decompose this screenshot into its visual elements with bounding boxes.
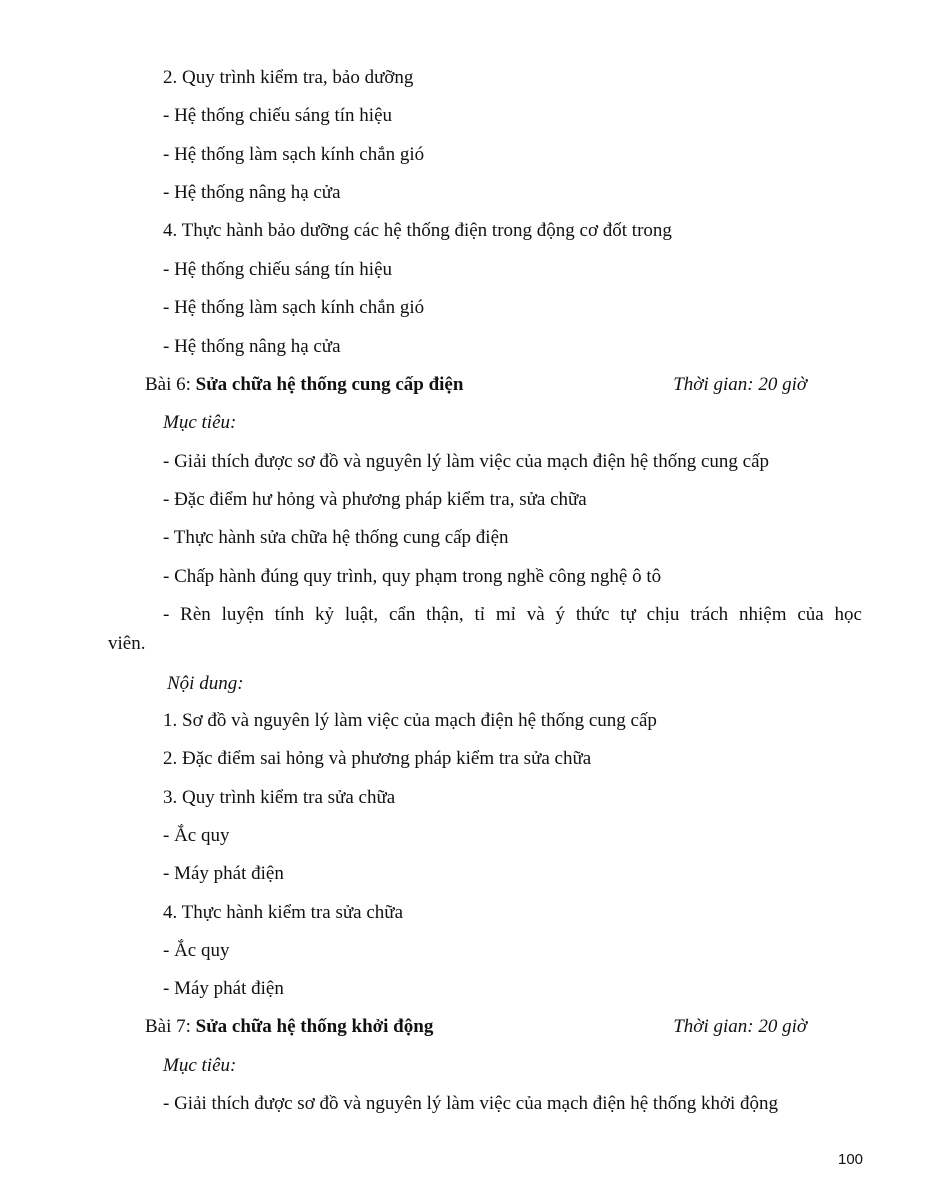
lesson-6-prefix: Bài 6: (145, 374, 196, 395)
content-item: 4. Thực hành kiểm tra sửa chữa (163, 902, 403, 923)
content-item: - Máy phát điện (163, 863, 284, 884)
objective-item: - Giải thích được sơ đồ và nguyên lý làm việc của mạch điện hệ thống khởi động (163, 1093, 779, 1114)
content-item: 3. Quy trình kiểm tra sửa chữa (163, 787, 396, 808)
content-item: 1. Sơ đồ và nguyên lý làm việc của mạch điện hệ thống cung cấp (163, 710, 657, 731)
lesson-6-heading (145, 373, 807, 397)
objective-item: - Thực hành sửa chữa hệ thống cung cấp điện (163, 527, 509, 548)
content-item: 2. Đặc điểm sai hỏng và phương pháp kiểm tra sửa chữa (163, 748, 592, 769)
lesson-6-title: Sửa chữa hệ thống cung cấp điện (195, 374, 464, 395)
lesson-7-prefix: Bài 7: (145, 1016, 196, 1037)
objective-item: - Giải thích được sơ đồ và nguyên lý làm việc của mạch điện hệ thống cung cấp (163, 451, 770, 472)
text-line: - Hệ thống làm sạch kính chắn gió (163, 144, 425, 165)
lesson-7-time: Thời gian: 20 giờ (673, 1016, 807, 1037)
text-line: - Hệ thống nâng hạ cửa (163, 336, 341, 357)
objective-item: - Rèn luyện tính kỷ luật, cẩn thận, tỉ mỉ và ý thức tự chịu trách nhiệm của học (163, 604, 862, 625)
lesson-7-heading (145, 1015, 807, 1039)
lesson-7-title: Sửa chữa hệ thống khởi động (195, 1016, 434, 1037)
content-item: - Máy phát điện (163, 978, 284, 999)
content-item: - Ắc quy (163, 940, 230, 961)
objectives-label: Mục tiêu: (163, 412, 237, 433)
text-line: - Hệ thống chiếu sáng tín hiệu (163, 105, 393, 126)
objectives-label: Mục tiêu: (163, 1055, 237, 1076)
text-line: - Hệ thống làm sạch kính chắn gió (163, 297, 425, 318)
text-line: 4. Thực hành bảo dưỡng các hệ thống điện trong động cơ đốt trong (163, 220, 672, 241)
text-line: - Hệ thống nâng hạ cửa (163, 182, 341, 203)
content-label: Nội dung: (167, 673, 244, 694)
lesson-6-time: Thời gian: 20 giờ (673, 374, 807, 395)
objective-item: - Đặc điểm hư hỏng và phương pháp kiểm tra, sửa chữa (163, 489, 587, 510)
objective-item: - Chấp hành đúng quy trình, quy phạm trong nghề công nghệ ô tô (163, 566, 662, 587)
text-line: - Hệ thống chiếu sáng tín hiệu (163, 259, 393, 280)
objective-item-continuation: viên. (108, 633, 146, 654)
content-item: - Ắc quy (163, 825, 230, 846)
page-number: 100 (838, 1151, 864, 1168)
text-line: 2. Quy trình kiểm tra, bảo dưỡng (163, 67, 414, 88)
